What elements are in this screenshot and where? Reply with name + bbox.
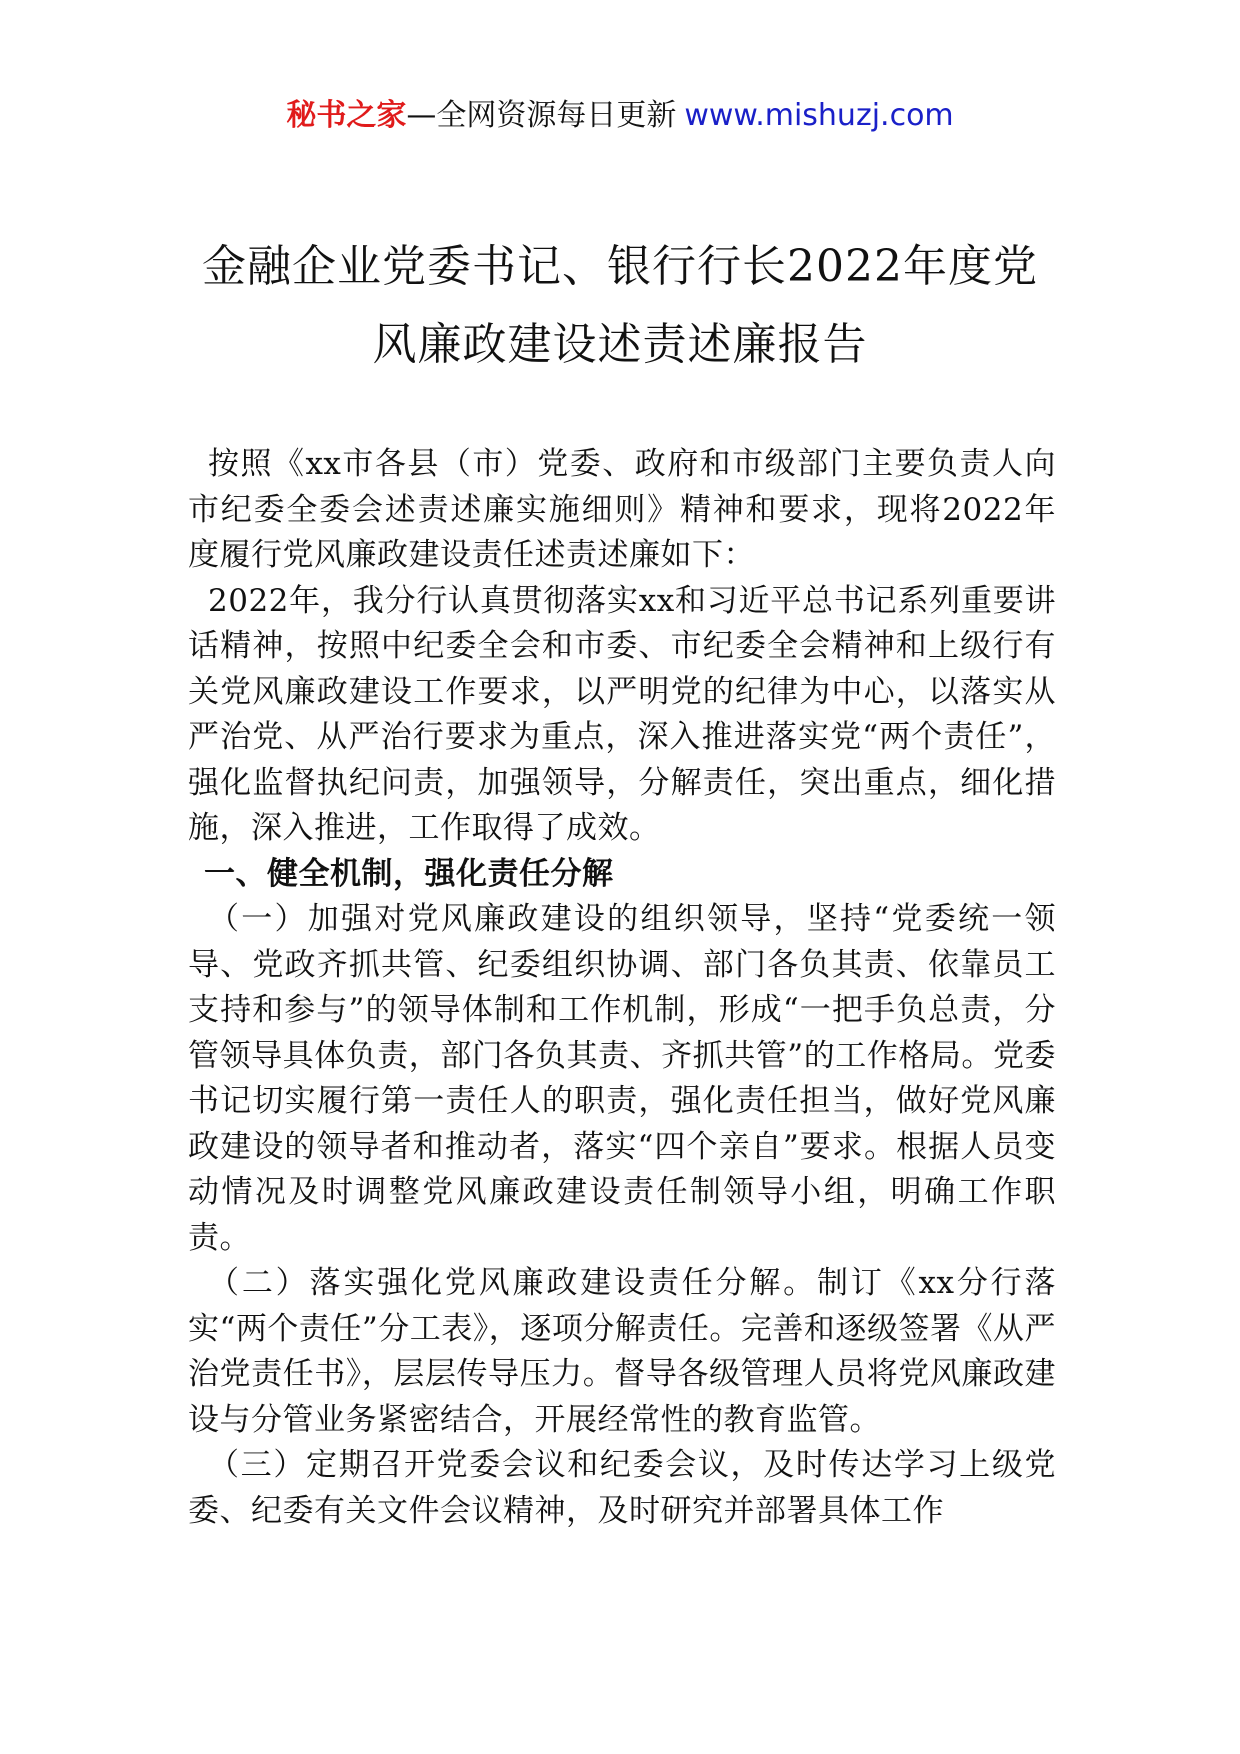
- summary-paragraph: 2022年，我分行认真贯彻落实xx和习近平总书记系列重要讲话精神，按照中纪委全会和市委、市纪委全会精神和上级行有关党风廉政建设工作要求，以严明党的纪律为中心，以落实从严治党、从严治行要求为重点，深入推进落实党“两个责任”，强化监督执纪问责，加强领导，分解责任，突出重点，细化措施，深入推进，工作取得了成效。: [188, 582, 1056, 846]
- intro-paragraph: 按照《xx市各县（市）党委、政府和市级部门主要负责人向市纪委全委会述责述廉实施细则》精神和要求，现将2022年度履行党风廉政建设责任述责述廉如下：: [188, 446, 1056, 573]
- header-slogan: —全网资源每日更新: [406, 98, 677, 133]
- body-paragraph: （二）落实强化党风廉政建设责任分解。制订《xx分行落实“两个责任”分工表》，逐项分解责任。完善和逐级签署《从严治党责任书》，层层传导压力。督导各级管理人员将党风廉政建设与分管业务紧密结合，开展经常性的教育监管。: [188, 1265, 1056, 1438]
- section-heading: 一、健全机制，强化责任分解: [204, 855, 614, 892]
- title-line-1: 金融企业党委书记、银行行长2022年度党: [202, 241, 1038, 292]
- site-header: [0, 96, 1240, 136]
- body-paragraph: （一）加强对党风廉政建设的组织领导，坚持“党委统一领导、党政齐抓共管、纪委组织协调、部门各负其责、依靠员工支持和参与”的领导体制和工作机制，形成“一把手负总责，分管领导具体负责，部门各负其责、齐抓共管”的工作格局。党委书记切实履行第一责任人的职责，强化责任担当，做好党风廉政建设的领导者和推动者，落实“四个亲自”要求。根据人员变动情况及时调整党风廉政建设责任制领导小组，明确工作职责。: [188, 901, 1056, 1256]
- brand-name: 秘书之家: [286, 98, 407, 133]
- site-url-link[interactable]: www.mishuzj.com: [684, 98, 954, 133]
- document-title: [150, 228, 1090, 384]
- body-paragraph: （三）定期召开党委会议和纪委会议，及时传达学习上级党委、纪委有关文件会议精神，及时研究并部署具体工作: [188, 1447, 1056, 1529]
- document-body: [188, 442, 1056, 1534]
- title-line-2: 风廉政建设述责述廉报告: [372, 319, 868, 370]
